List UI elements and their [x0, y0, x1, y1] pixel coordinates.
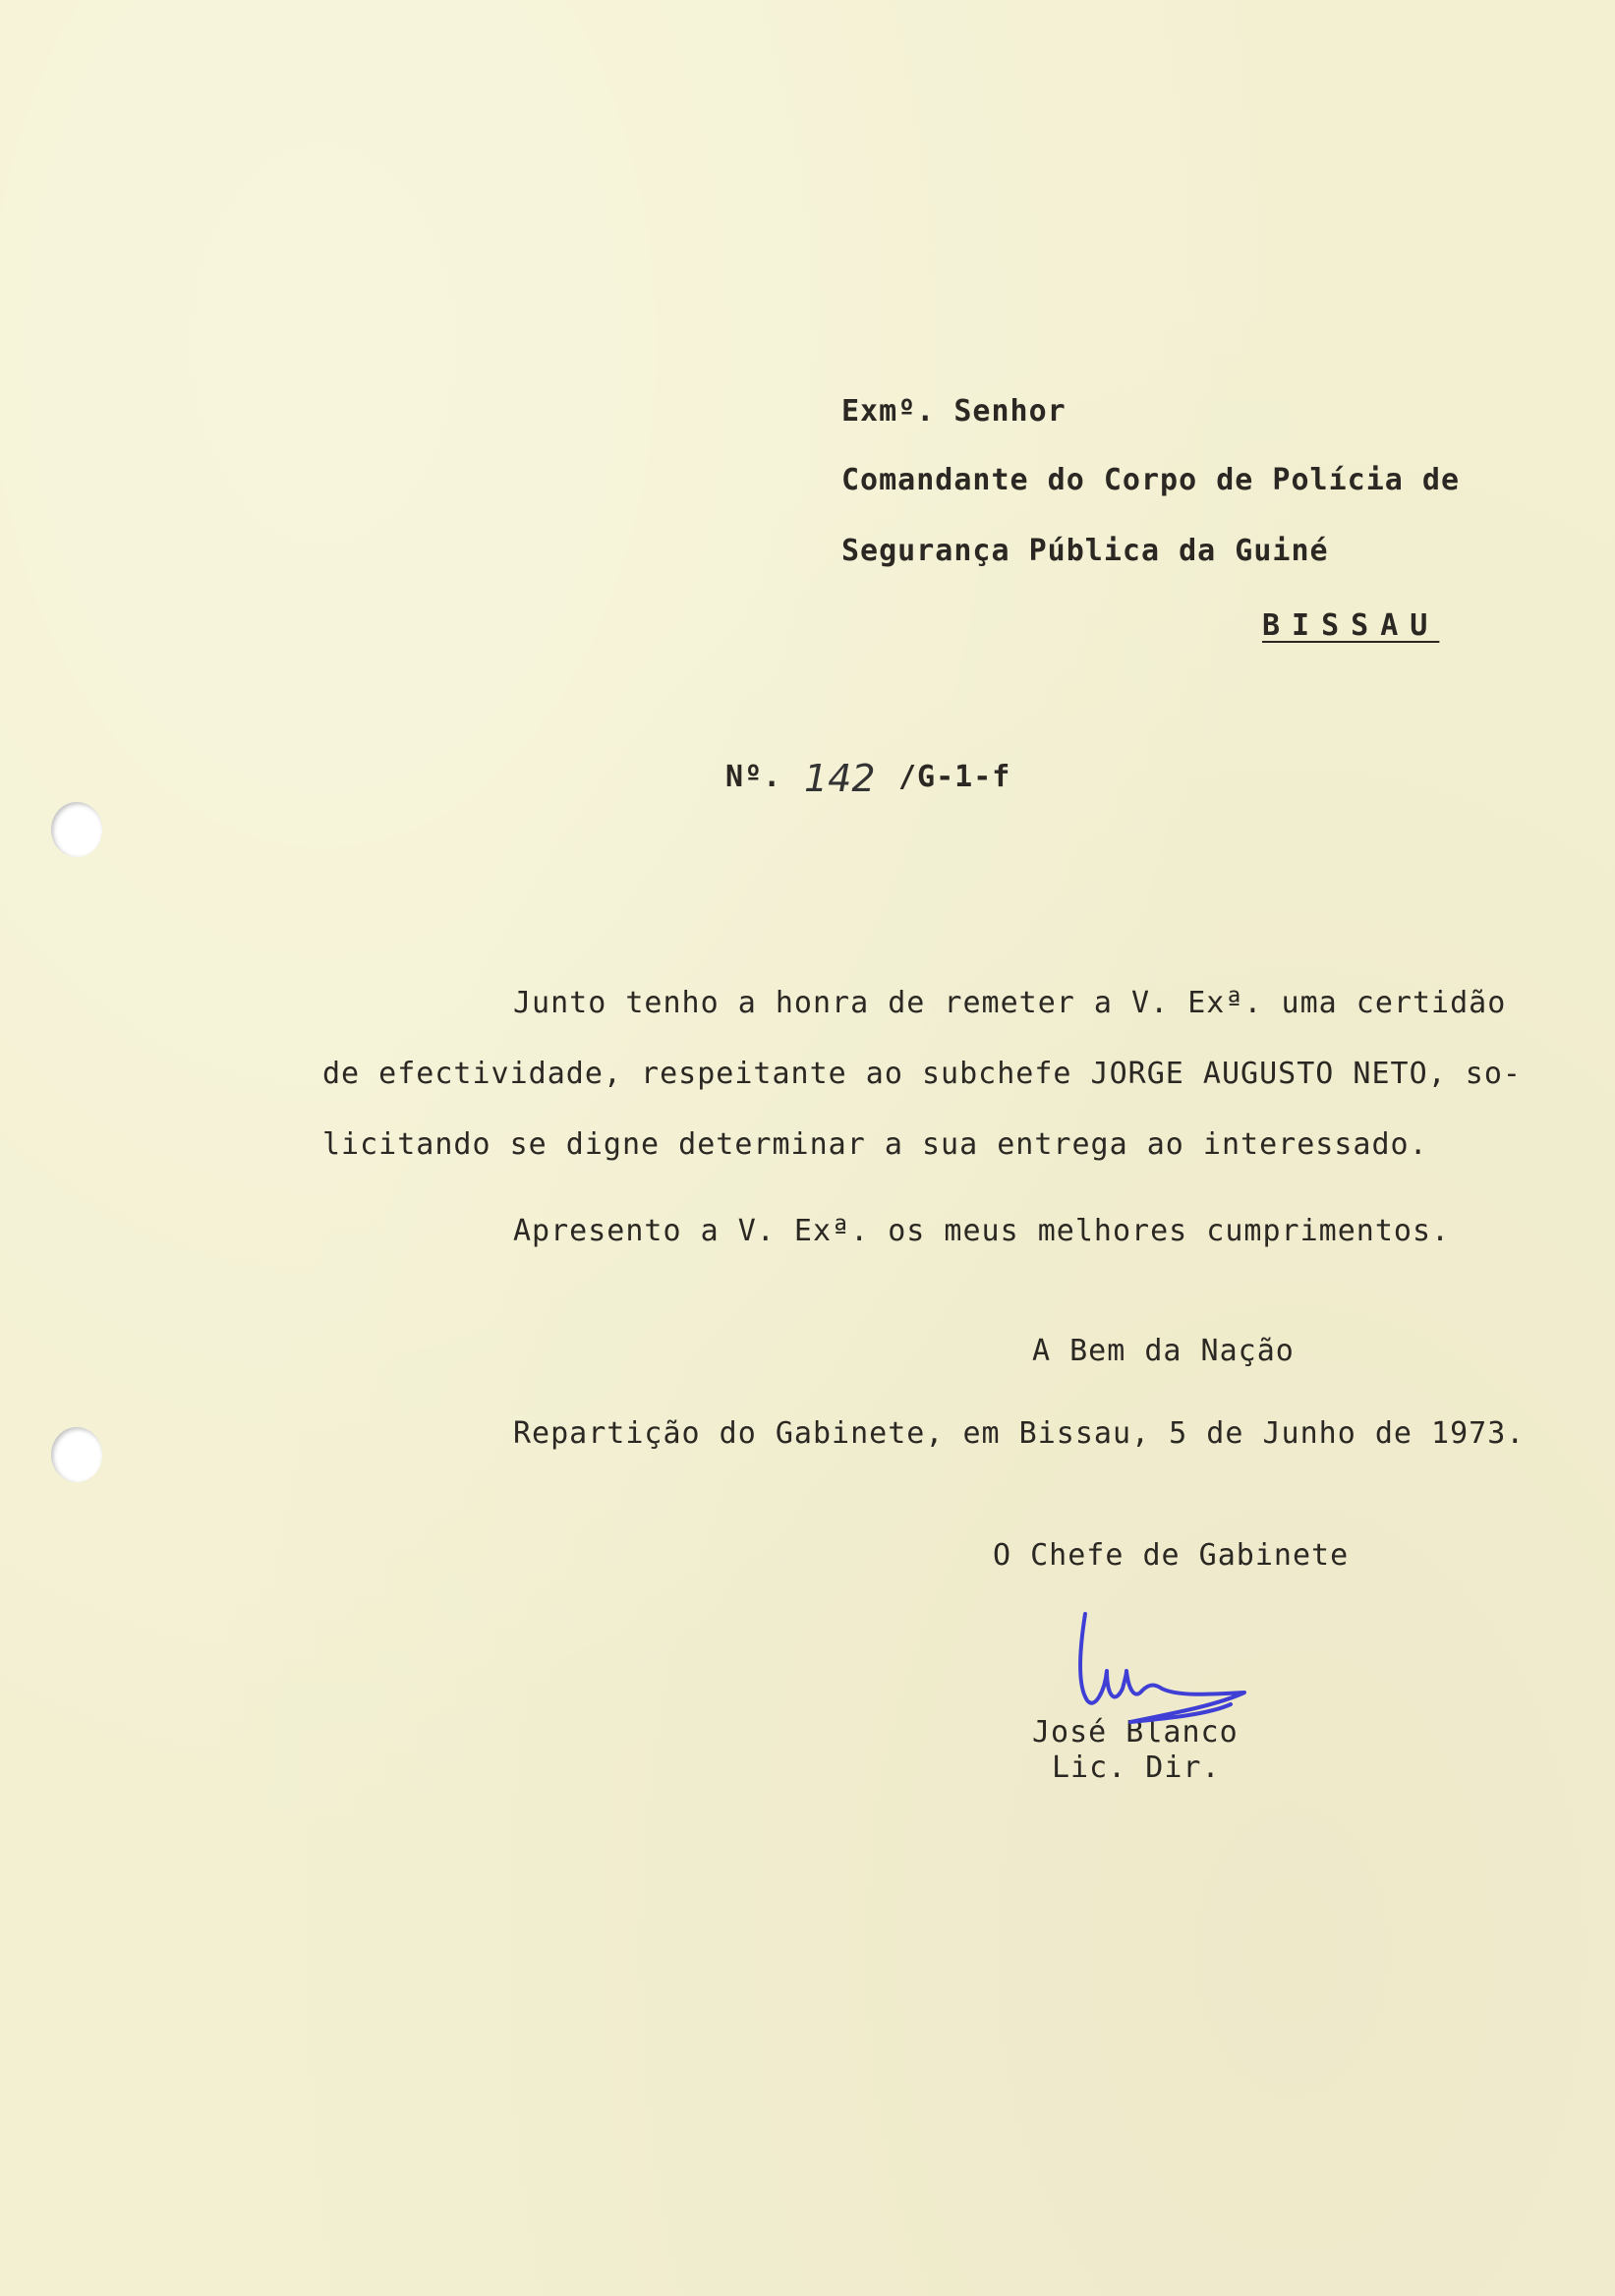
address-line-2: Comandante do Corpo de Polícia de [841, 463, 1461, 497]
reference-suffix: /G-1-f [898, 760, 1011, 794]
address-line-1: Exmº. Senhor [841, 394, 1067, 429]
punch-hole [51, 1427, 102, 1482]
body-paragraph-1-line-2: de efectividade, respeitante ao subchefe JORGE AUGUSTO NETO, so- [322, 1057, 1522, 1091]
reference-prefix: Nº. [725, 760, 782, 794]
punch-hole [51, 802, 102, 857]
handwritten-signature [1062, 1602, 1258, 1769]
body-paragraph-2: Apresento a V. Exª. os meus melhores cumprimentos. [513, 1214, 1451, 1248]
reference-number-handwritten: 142 [804, 757, 876, 800]
closing-place-date: Repartição do Gabinete, em Bissau, 5 de Junho de 1973. [513, 1416, 1526, 1451]
signatory-title: Lic. Dir. [1052, 1751, 1221, 1785]
closing-motto: A Bem da Nação [1032, 1334, 1295, 1368]
signatory-name: José Blanco [1032, 1715, 1239, 1750]
address-city: BISSAU [1262, 608, 1440, 643]
closing-role: O Chefe de Gabinete [993, 1538, 1350, 1573]
body-paragraph-1-line-3: licitando se digne determinar a sua entrega ao interessado. [322, 1127, 1428, 1162]
address-line-3: Segurança Pública da Guiné [841, 534, 1329, 568]
body-paragraph-1-line-1: Junto tenho a honra de remeter a V. Exª. uma certidão [513, 986, 1507, 1020]
